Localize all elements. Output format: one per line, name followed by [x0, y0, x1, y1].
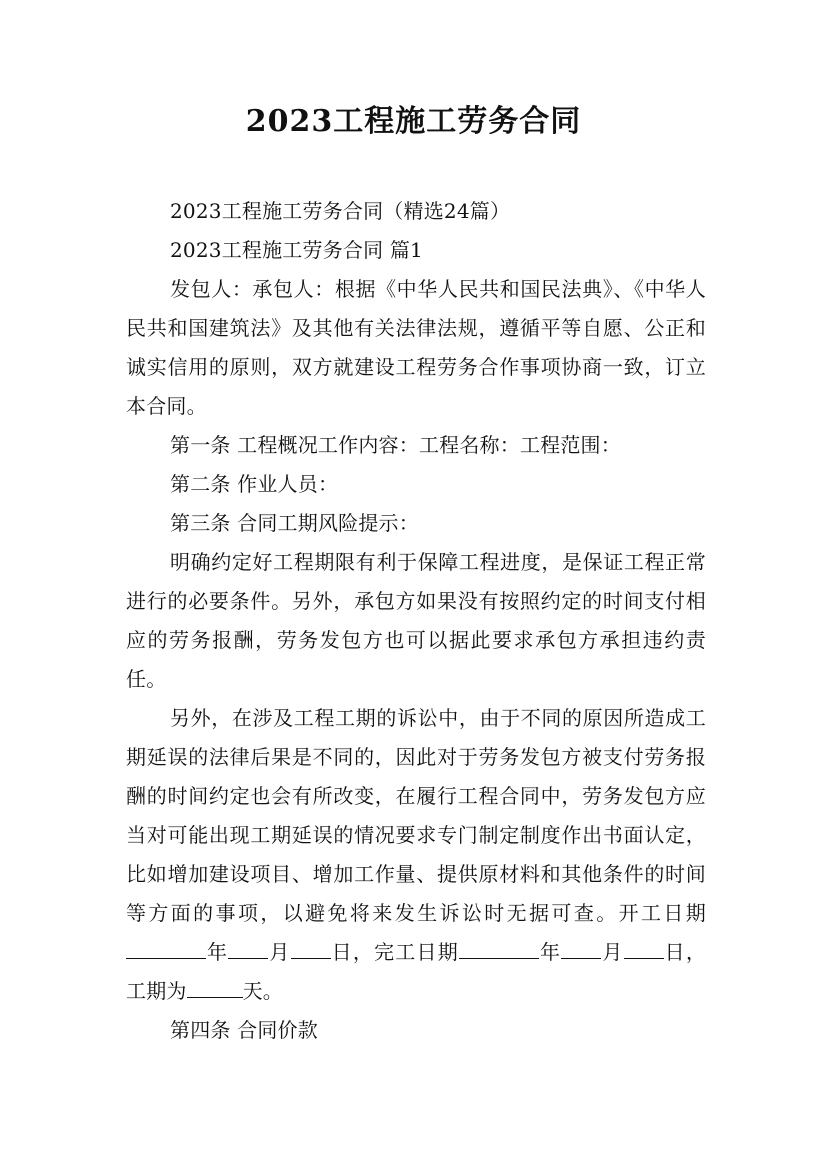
paragraph-with-dates	[126, 699, 706, 1011]
month-label: 月	[601, 940, 624, 964]
end-year-blank	[459, 936, 539, 959]
paragraph-text: 另外，在涉及工程工期的诉讼中，由于不同的原因所造成工期延误的法律后果是不同的，因此对于劳务发包方被支付劳务报酬的时间约定也会有所改变，在履行工程合同中，劳务发包方应当对可能出现工期延误的情况要求专门制定制度作出书面认定，比如增加建设项目、增加工作量、提供原材料和其他条件的时间等方面的事项，以避免将来发生诉讼时无据可查。	[126, 706, 706, 925]
paragraph: 第三条 合同工期风险提示：	[170, 511, 419, 535]
paragraph: 第四条 合同价款	[170, 1018, 318, 1042]
start-month-blank	[228, 936, 268, 959]
start-year-blank	[126, 936, 206, 959]
document-body	[126, 192, 706, 1050]
document-title: 2023工程施工劳务合同	[245, 104, 582, 139]
day-label: 日，	[330, 940, 375, 964]
paragraph: 明确约定好工程期限有利于保障工程进度，是保证工程正常进行的必要条件。另外，承包方如果没有按照约定的时间支付相应的劳务报酬，劳务发包方也可以据此要求承包方承担违约责任。	[126, 550, 706, 691]
paragraph: 2023工程施工劳务合同 篇1	[170, 238, 423, 262]
end-month-blank	[561, 936, 601, 959]
period-label: 日，工期为	[126, 940, 707, 1003]
paragraph: 2023工程施工劳务合同（精选24篇）	[170, 199, 511, 223]
end-day-blank	[624, 936, 664, 959]
end-date-label: 完工日期	[374, 940, 459, 964]
paragraph: 发包人：承包人：根据《中华人民共和国民法典》、《中华人民共和国建筑法》及其他有关法律法规，遵循平等自愿、公正和诚实信用的原则，双方就建设工程劳务合作事项协商一致，订立本合同。	[126, 277, 706, 418]
paragraph: 第二条 作业人员：	[170, 472, 339, 496]
year-label: 年	[206, 940, 229, 964]
year-label: 年	[539, 940, 562, 964]
days-label: 天。	[242, 979, 284, 1003]
paragraph: 第一条 工程概况工作内容：工程名称：工程范围：	[170, 433, 621, 457]
month-label: 月	[268, 940, 291, 964]
period-days-blank	[187, 975, 243, 998]
start-date-label: 开工日期	[618, 901, 706, 925]
start-day-blank	[291, 936, 331, 959]
